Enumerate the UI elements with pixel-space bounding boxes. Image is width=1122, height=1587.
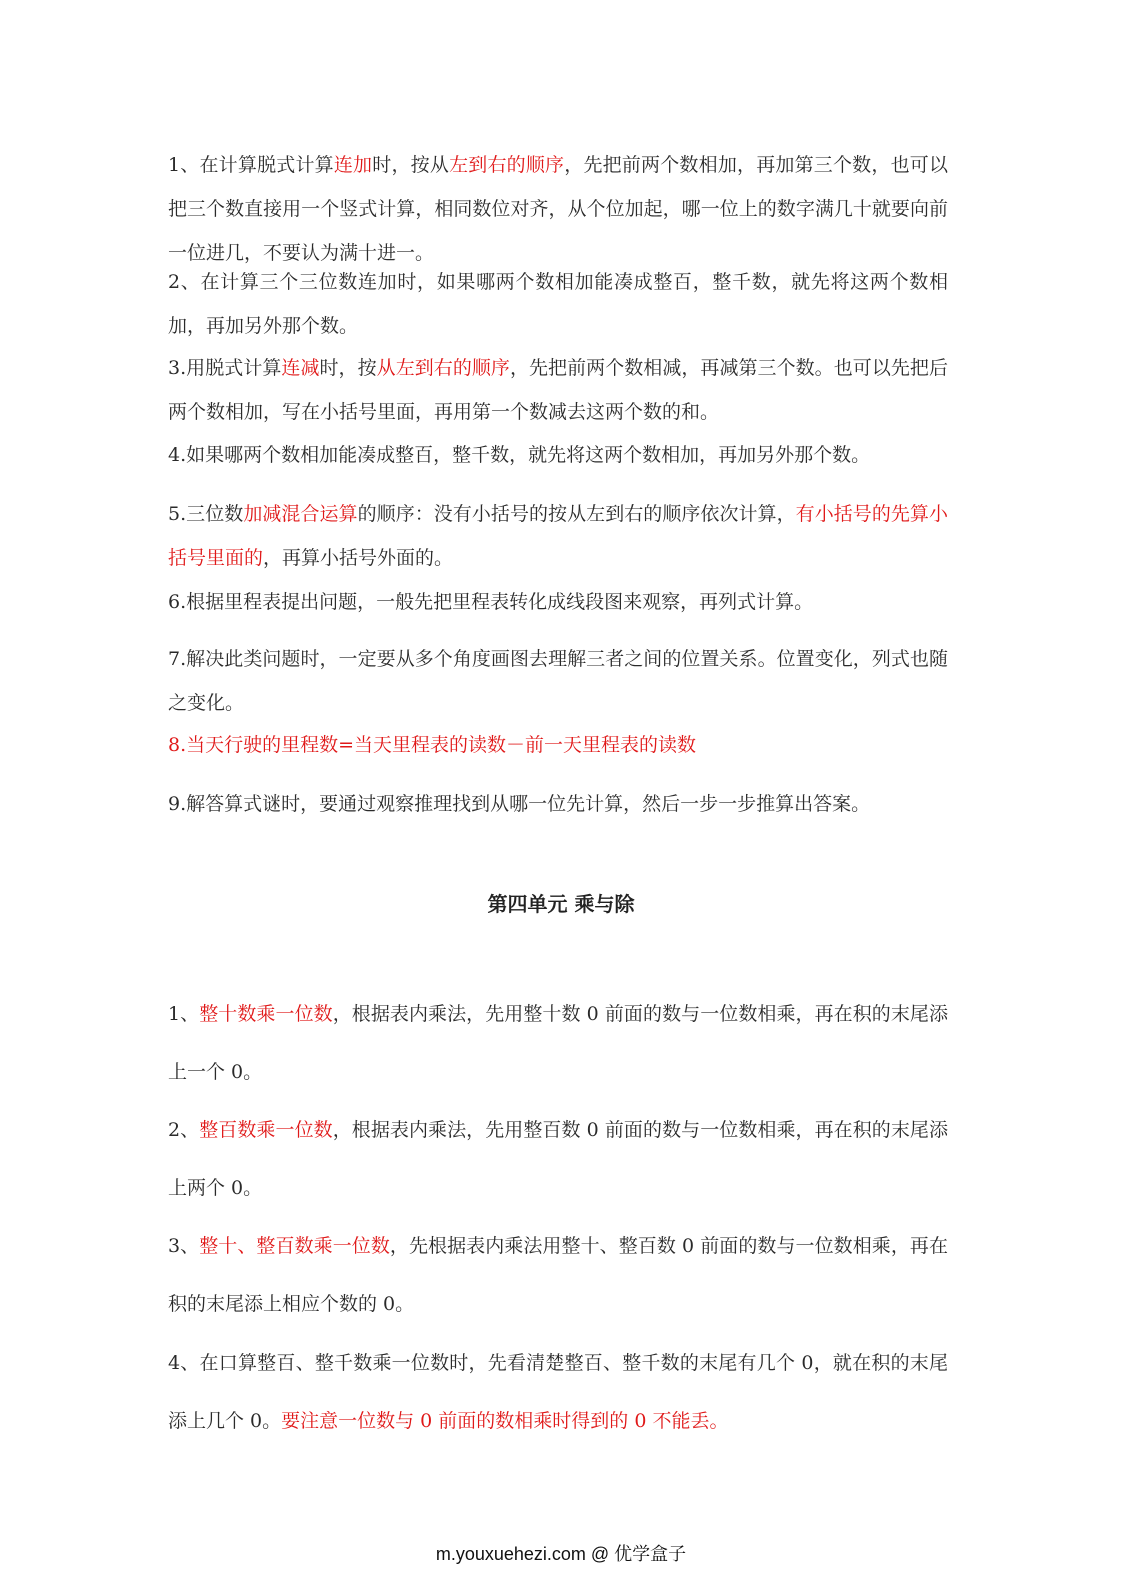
- rule-item-2: 2、在计算三个三位数连加时，如果哪两个数相加能凑成整百，整千数，就先将这两个数相加，再加另外那个数。: [168, 271, 948, 337]
- rule-item-6: 6.根据里程表提出问题，一般先把里程表转化成线段图来观察，再列式计算。: [168, 591, 814, 613]
- rule-item-8: 8.当天行驶的里程数=当天里程表的读数－前一天里程表的读数: [168, 734, 697, 756]
- item-number: 2、: [168, 1119, 200, 1141]
- highlight: 要注意一位数与 0 前面的数相乘时得到的 0 不能丢。: [281, 1410, 729, 1432]
- highlight: 整十、整百数乘一位数: [199, 1235, 390, 1257]
- item-number: 3.: [168, 357, 187, 379]
- item-number: 3、: [168, 1235, 200, 1257]
- rule-item-3: 3.用脱式计算连减时，按从左到右的顺序，先把前两个数相减，再减第三个数。也可以先把后两个数相加，写在小括号里面，再用第一个数减去这两个数的和。: [168, 357, 948, 423]
- rule-item-1: 1、在计算脱式计算连加时，按从左到右的顺序，先把前两个数相加，再加第三个数，也可以把三个数直接用一个竖式计算，相同数位对齐，从个位加起，哪一位上的数字满几十就要向前一位进几，不要认为满十进一。: [168, 154, 948, 264]
- item-number: 8.: [168, 734, 187, 756]
- highlight: 整百数乘一位数: [199, 1119, 333, 1141]
- unit4-item-1: 1、整十数乘一位数，根据表内乘法，先用整十数 0 前面的数与一位数相乘，再在积的末尾添上一个 0。: [168, 1003, 948, 1083]
- unit4-item-3: 3、整十、整百数乘一位数，先根据表内乘法用整十、整百数 0 前面的数与一位数相乘，再在积的末尾添上相应个数的 0。: [168, 1235, 948, 1315]
- highlight: 加减混合运算: [243, 503, 358, 525]
- highlight: 连减: [281, 357, 320, 379]
- section-title: 第四单元 乘与除: [487, 892, 635, 916]
- item-number: 7.: [168, 648, 187, 670]
- footer-watermark-link[interactable]: m.youxuehezi.com @ 优学盒子: [435, 1544, 687, 1564]
- item-number: 6.: [168, 591, 187, 613]
- highlight: 整十数乘一位数: [199, 1003, 333, 1025]
- rule-item-5: 5.三位数加减混合运算的顺序：没有小括号的按从左到右的顺序依次计算，有小括号的先算小括号里面的，再算小括号外面的。: [168, 503, 948, 569]
- item-number: 1、: [168, 154, 200, 176]
- item-number: 1、: [168, 1003, 200, 1025]
- highlight: 左到右的顺序: [449, 154, 565, 176]
- item-number: 4.: [168, 444, 187, 466]
- unit4-item-4: 4、在口算整百、整千数乘一位数时，先看清楚整百、整千数的末尾有几个 0，就在积的末尾添上几个 0。要注意一位数与 0 前面的数相乘时得到的 0 不能丢。: [168, 1352, 948, 1432]
- item-number: 5.: [168, 503, 187, 525]
- item-number: 9.: [168, 793, 187, 815]
- item-number: 2、: [168, 271, 201, 293]
- rule-item-4: 4.如果哪两个数相加能凑成整百，整千数，就先将这两个数相加，再加另外那个数。: [168, 444, 871, 466]
- unit4-item-2: 2、整百数乘一位数，根据表内乘法，先用整百数 0 前面的数与一位数相乘，再在积的末尾添上两个 0。: [168, 1119, 948, 1199]
- rule-item-7: 7.解决此类问题时，一定要从多个角度画图去理解三者之间的位置关系。位置变化，列式也随之变化。: [168, 648, 948, 714]
- item-number: 4、: [168, 1352, 200, 1374]
- rule-item-9: 9.解答算式谜时，要通过观察推理找到从哪一位先计算，然后一步一步推算出答案。: [168, 793, 871, 815]
- highlight: 有小括号的先算小括号里面的: [168, 503, 948, 569]
- highlight: 连加: [333, 154, 373, 176]
- highlight: 从左到右的顺序: [376, 357, 510, 379]
